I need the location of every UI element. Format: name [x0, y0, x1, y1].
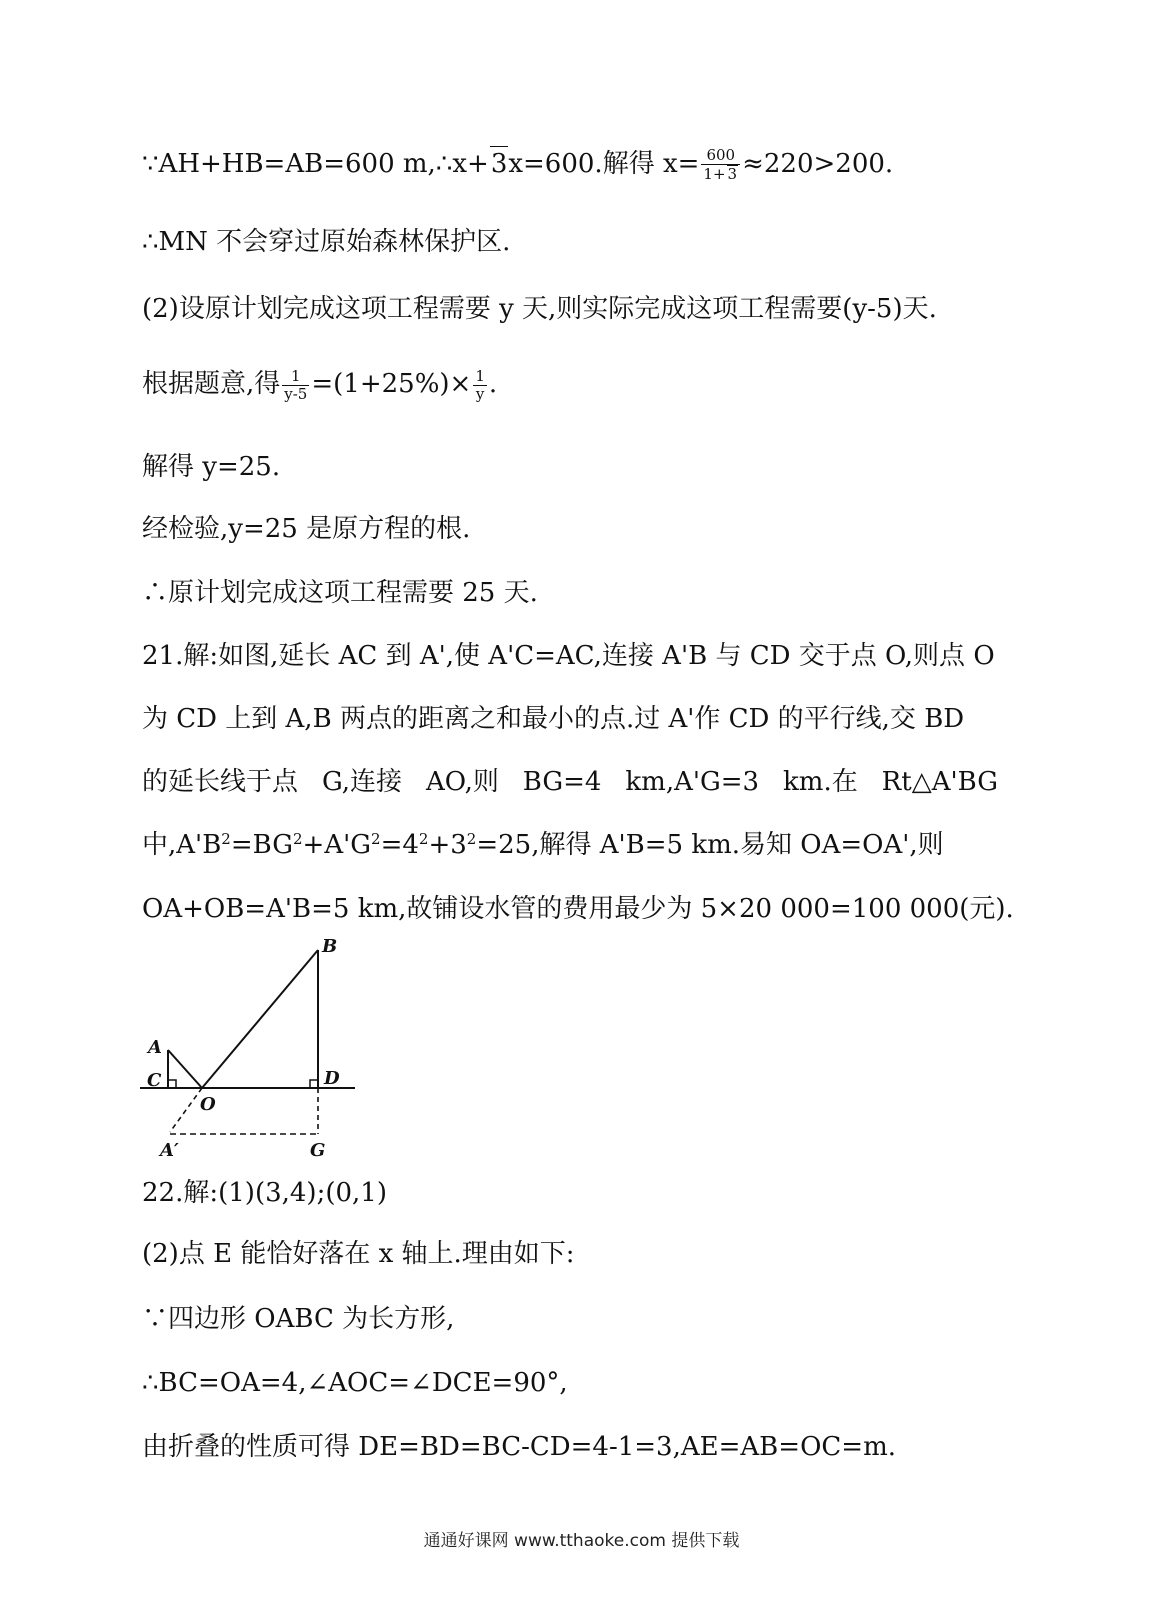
text-line-13: 22.解:(1)(3,4);(0,1): [142, 1178, 387, 1208]
text-line-12: OA+OB=A'B=5 km,故铺设水管的费用最少为 5×20 000=100 000(元).: [142, 894, 1014, 924]
page-footer: 通通好课网 www.tthaoke.com 提供下载: [423, 1531, 740, 1551]
label-c: C: [147, 1070, 162, 1091]
text-line-6: 经检验,y=25 是原方程的根.: [142, 514, 471, 544]
text-line-7: ∴原计划完成这项工程需要 25 天.: [142, 578, 538, 608]
text-line-15: ∵四边形 OABC 为长方形,: [142, 1304, 455, 1334]
text-line-3: (2)设原计划完成这项工程需要 y 天,则实际完成这项工程需要(y-5)天.: [142, 294, 937, 324]
text-line-8: 21.解:如图,延长 AC 到 A',使 A'C=AC,连接 A'B 与 CD 交于点 O,则点 O: [142, 641, 995, 671]
label-b: B: [322, 936, 338, 957]
segment-ob: [202, 950, 318, 1088]
right-angle-c: [168, 1080, 176, 1088]
segment-ao: [168, 1050, 202, 1088]
text-line-2: ∴MN 不会穿过原始森林保护区.: [142, 227, 511, 257]
label-a-prime: A′: [160, 1140, 179, 1161]
fraction-1-over-y: $\frac{1}{y}$: [475, 366, 485, 403]
text-line-9: 为 CD 上到 A,B 两点的距离之和最小的点.过 A'作 CD 的平行线,交 BD: [142, 704, 965, 734]
text-line-4: 根据题意,得 $\frac{1}{y-5}$ =(1+25%)× $\frac{1}{y}$ .: [142, 366, 498, 403]
right-angle-d: [310, 1080, 318, 1088]
text-line-10: 的延长线于点 G,连接 AO,则 BG=4 km,A'G=3 km.在 Rt△A'BG: [142, 767, 998, 797]
label-d: D: [324, 1068, 340, 1089]
label-a: A: [148, 1037, 162, 1058]
fraction-1-over-y-5: $\frac{1}{y-5}$: [284, 366, 308, 403]
dashed-o-a-prime: [170, 1088, 202, 1132]
fraction-600: $\frac{600}{1+ 3}$: [701, 147, 740, 183]
text-line-11: 中$,A'B^2=BG^2+A'G^2=4^2+3^2=25$,解得 A'B=5 km.易知 OA=OA',则: [142, 830, 944, 860]
text-line-14: (2)点 E 能恰好落在 x 轴上.理由如下:: [142, 1239, 575, 1269]
text-line-1: ∵AH+HB=AB=600 m,∴x+3x=600.解得 x= $\frac{600}{1+ 3}$ ≈220>200.: [142, 146, 894, 183]
geometry-figure: [130, 928, 370, 1168]
text-line-17: 由折叠的性质可得 DE=BD=BC-CD=4-1=3,AE=AB=OC=m.: [142, 1432, 896, 1462]
text-line-5: 解得 y=25.: [142, 452, 281, 482]
label-g: G: [310, 1140, 326, 1161]
label-o: O: [200, 1094, 216, 1115]
text-line-16: ∴BC=OA=4,∠AOC=∠DCE=90°,: [142, 1368, 568, 1398]
